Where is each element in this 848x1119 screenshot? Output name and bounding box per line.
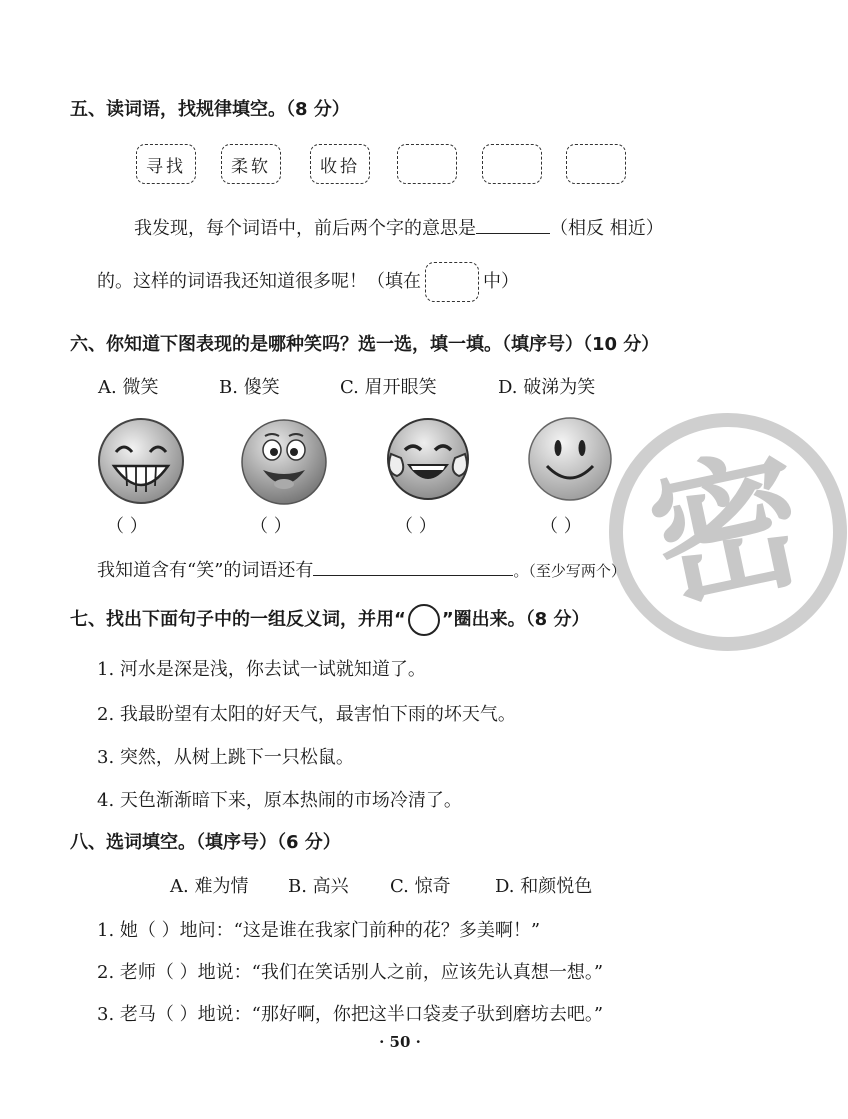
inline-answer-box[interactable] — [425, 262, 479, 302]
tears-of-joy-face-icon — [383, 414, 473, 504]
option-b: B. 傻笑 — [219, 377, 280, 398]
section-7-item-2: 2. 我最盼望有太阳的好天气，最害怕下雨的坏天气。 — [97, 704, 516, 725]
face-2-answer[interactable]: （ ） — [250, 516, 292, 537]
answer-blank[interactable] — [476, 233, 550, 234]
word-box-3 — [310, 144, 370, 184]
section-5-line-2 — [97, 262, 519, 302]
option-a: A. 微笑 — [98, 377, 159, 398]
face-4-answer[interactable]: （ ） — [540, 516, 582, 537]
section-7-item-1: 1. 河水是深是浅，你去试一试就知道了。 — [97, 659, 426, 680]
line-text: 我知道含有“笑”的词语还有 — [97, 560, 314, 581]
word-box-2 — [221, 144, 281, 184]
option-c: C. 惊奇 — [390, 876, 451, 897]
line-text: 中） — [483, 271, 519, 292]
line-text: 的。这样的词语我还知道很多呢！（填在 — [97, 271, 421, 292]
line-text: 。（至少写两个） — [513, 562, 626, 580]
line-text: 我发现，每个词语中，前后两个字的意思是 — [134, 218, 476, 239]
section-8-item-2: 2. 老师（ ）地说：“我们在笑话别人之前，应该先认真想一想。” — [97, 962, 604, 983]
word-box-text: 寻找 — [146, 156, 186, 177]
section-6-title: 六、你知道下图表现的是哪种笑吗？选一选，填一填。（填序号）（10 分） — [70, 334, 660, 355]
line-text: （相反 相近） — [550, 218, 664, 239]
face-3-answer[interactable]: （ ） — [395, 516, 437, 537]
option-a: A. 难为情 — [170, 876, 249, 897]
empty-word-box-1[interactable] — [397, 144, 457, 184]
word-box-1 — [136, 144, 196, 184]
section-8-item-3: 3. 老马（ ）地说：“那好啊，你把这半口袋麦子驮到磨坊去吧。” — [97, 1004, 604, 1025]
section-5-line-1 — [134, 214, 664, 240]
watermark-char: 密 — [636, 430, 820, 632]
word-box-text: 收拾 — [320, 156, 360, 177]
section-6-fill-line — [97, 556, 626, 582]
face-1-answer[interactable]: （ ） — [106, 516, 148, 537]
title-text: 七、找出下面句子中的一组反义词，并用“ — [70, 609, 406, 630]
word-box-text: 柔软 — [231, 156, 271, 177]
empty-word-box-2[interactable] — [482, 144, 542, 184]
page-number: · 50 · — [379, 1033, 421, 1051]
option-c: C. 眉开眼笑 — [340, 377, 437, 398]
answer-blank[interactable] — [313, 575, 513, 576]
smiling-face-icon — [525, 414, 615, 504]
option-d: D. 和颜悦色 — [495, 876, 593, 897]
section-7-item-4: 4. 天色渐渐暗下来，原本热闹的市场冷清了。 — [97, 790, 462, 811]
section-7-title — [70, 604, 589, 636]
option-b: B. 高兴 — [288, 876, 349, 897]
option-d: D. 破涕为笑 — [498, 377, 596, 398]
section-5-title: 五、读词语，找规律填空。（8 分） — [70, 99, 350, 120]
section-7-item-3: 3. 突然，从树上跳下一只松鼠。 — [97, 747, 354, 768]
silly-face-icon — [239, 416, 329, 506]
section-8-title: 八、选词填空。（填序号）（6 分） — [70, 832, 341, 853]
confidential-seal-watermark — [608, 412, 848, 652]
title-text: ”圈出来。（8 分） — [441, 609, 590, 630]
circle-mark-icon — [408, 604, 440, 636]
grinning-face-icon — [96, 416, 186, 506]
empty-word-box-3[interactable] — [566, 144, 626, 184]
section-8-item-1: 1. 她（ ）地问：“这是谁在我家门前种的花？多美啊！” — [97, 920, 541, 941]
